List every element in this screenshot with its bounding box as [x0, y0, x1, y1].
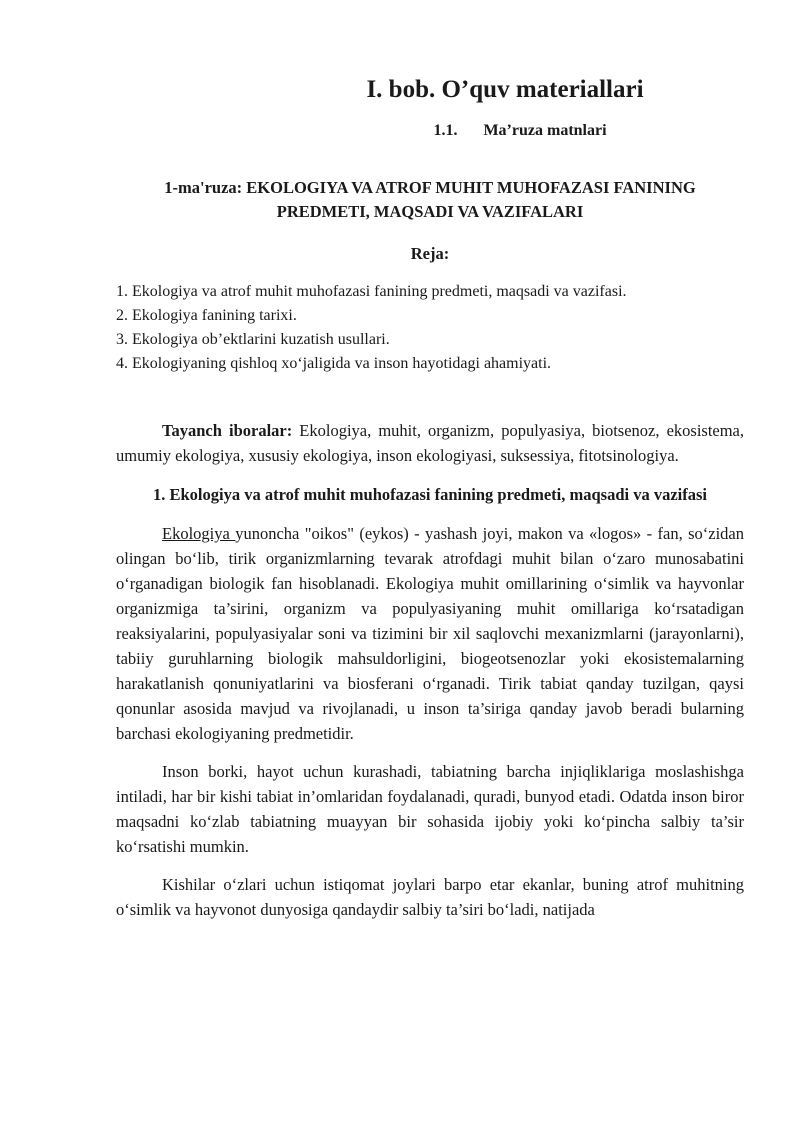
keywords-text: Ekologiya, muhit, organizm, populyasiya, biotsenoz, ekosistema, umumiy ekologiya, xususiy ekologiya, inson ekologiyasi, suksessiya, fitotsinologiya. — [116, 421, 745, 465]
plan-item: 2. Ekologiya fanining tarixi. — [116, 307, 297, 324]
plan-item: 1. Ekologiya va atrof muhit muhofazasi fanining predmeti, maqsadi va vazifasi. — [116, 283, 627, 300]
term-ekologiya: Ekologiya — [162, 524, 236, 543]
keywords-label: Tayanch iboralar: — [162, 421, 293, 440]
section-label: Ma’ruza matnlari — [483, 122, 607, 139]
keywords-paragraph — [116, 418, 744, 468]
body-paragraph: Inson borki, hayot uchun kurashadi, tabiatning barcha injiqliklariga moslashishga intiladi, har bir kishi tabiat in’omlaridan foydalanadi, quradi, bunyod etadi. Odatda inson biror maqsadni ko‘zlab tabiatning muayyan bir sohasida ijobiy yoki ko‘pincha salbiy ta’sir ko‘rsatishi mumkin. — [116, 762, 744, 856]
subheading: 1. Ekologiya va atrof muhit muhofazasi fanining predmeti, maqsadi va vazifasi — [152, 485, 707, 504]
plan-item: 4. Ekologiyaning qishloq xo‘jaligida va inson hayotidagi ahamiyati. — [116, 355, 552, 372]
paragraph-text: yunoncha "oikos" (eykos) - yashash joyi, makon va «logos» - fan, so‘zidan olingan bo‘lib, tirik organizmlarning tevarak atrofdagi muhit bilan o‘zaro munosabatini o‘rganadigan biologik fan hisoblanadi. Ekologiya muhit omillarining o‘simlik va hayvonlar organizmiga ta’sirini, organizm va populyasiyaning muhit omillariga ko‘rsatadigan reaksiyalarini, populyasiyalar soni va tizimini bir xil saqlovchi mexanizmlarni (jarayonlarni), tabiiy guruhlarning biologik mahsuldorligini, biogeotsenozlar yoki ekosistemalarning harakatlanish qonuniyatlarini va biosferani o‘rganadi. Tirik tabiat qanday tuzilgan, qaysi qonunlar asosida mavjud va rivojlanadi, u inson ta’siriga qanday javob beradi bularning barchasi ekologiyaning predmetidir. — [116, 524, 744, 743]
body-paragraph — [116, 521, 744, 746]
plan-list — [116, 280, 744, 376]
plan-item: 3. Ekologiya ob’ektlarini kuzatish usullari. — [116, 331, 390, 348]
section-title — [116, 122, 744, 140]
section-number: 1.1. — [433, 122, 458, 139]
lecture-title: 1-ma'ruza: EKOLOGIYA VA ATROF MUHIT MUHOFAZASI FANINING PREDMETI, MAQSADI VA VAZIFALARI — [164, 178, 696, 221]
plan-title: Reja: — [410, 244, 450, 263]
body-paragraph: Kishilar o‘zlari uchun istiqomat joylari barpo etar ekanlar, buning atrof muhitning o‘simlik va hayvonot dunyosiga qandaydir salbiy ta’siri bo‘ladi, natijada — [116, 875, 744, 919]
chapter-title: I. bob. O’quv materiallari — [366, 76, 644, 103]
